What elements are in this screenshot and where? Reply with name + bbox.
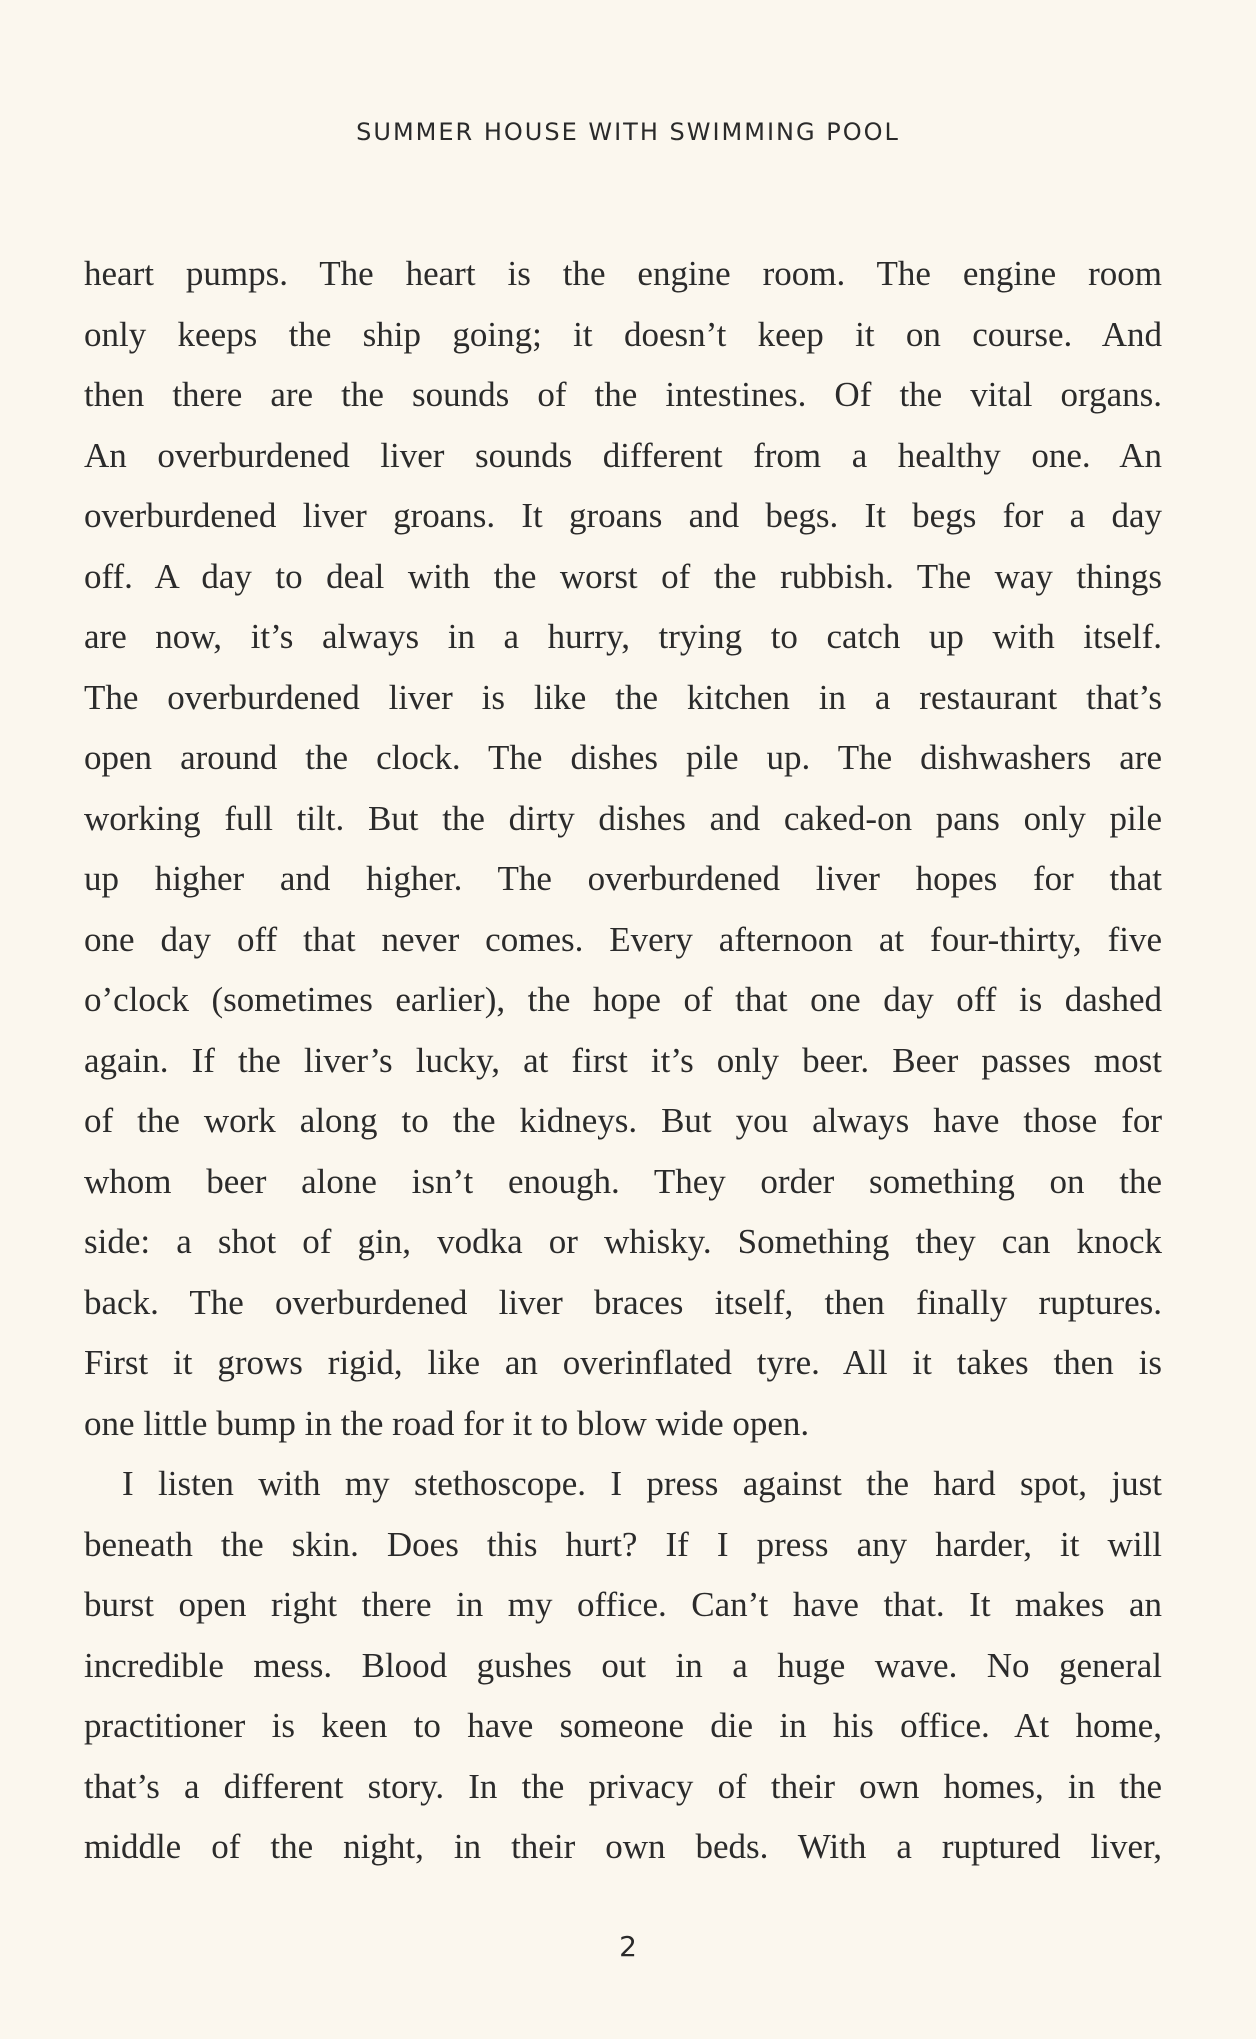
text-line: heart pumps. The heart is the engine room. The engine room xyxy=(84,254,1162,293)
text-line: are now, it’s always in a hurry, trying to catch up with itself. xyxy=(84,617,1162,656)
running-head: SUMMER HOUSE WITH SWIMMING POOL xyxy=(356,118,900,146)
text-line: again. If the liver’s lucky, at first it’s only beer. Beer passes most xyxy=(84,1040,1162,1080)
body-text xyxy=(84,244,1162,1878)
text-line: I listen with my stethoscope. I press against the hard spot, just xyxy=(122,1464,1162,1503)
text-line: up higher and higher. The overburdened liver hopes for that xyxy=(84,859,1162,898)
text-line: o’clock (sometimes earlier), the hope of that one day off is dashed xyxy=(84,980,1162,1019)
text-line: side: a shot of gin, vodka or whisky. Something they can knock xyxy=(84,1222,1162,1261)
text-line: overburdened liver groans. It groans and begs. It begs for a day xyxy=(84,496,1162,535)
text-line: whom beer alone isn’t enough. They order something on the xyxy=(84,1161,1162,1201)
text-line: practitioner is keen to have someone die in his office. At home, xyxy=(84,1706,1162,1745)
text-line: back. The overburdened liver braces itself, then finally ruptures. xyxy=(84,1282,1162,1322)
text-line: The overburdened liver is like the kitchen in a restaurant that’s xyxy=(84,677,1162,717)
text-line: then there are the sounds of the intestines. Of the vital organs. xyxy=(84,375,1162,414)
text-line: incredible mess. Blood gushes out in a huge wave. No general xyxy=(84,1645,1162,1685)
text-line: burst open right there in my office. Can’t have that. It makes an xyxy=(84,1585,1162,1624)
page-number: 2 xyxy=(619,1930,637,1963)
text-line: that’s a different story. In the privacy of their own homes, in the xyxy=(84,1766,1162,1806)
paragraph-2 xyxy=(84,1454,1162,1878)
text-line: First it grows rigid, like an overinflated tyre. All it takes then is xyxy=(84,1343,1162,1382)
paragraph-1 xyxy=(84,244,1162,1454)
text-line: working full tilt. But the dirty dishes and caked-on pans only pile xyxy=(84,798,1162,838)
text-line: open around the clock. The dishes pile up. The dishwashers are xyxy=(84,738,1162,777)
text-line: middle of the night, in their own beds. With a ruptured liver, xyxy=(84,1827,1162,1866)
text-line: An overburdened liver sounds different from a healthy one. An xyxy=(84,435,1162,475)
text-line: off. A day to deal with the worst of the rubbish. The way things xyxy=(84,556,1162,596)
text-line: one day off that never comes. Every afternoon at four-thirty, five xyxy=(84,919,1162,959)
text-line: only keeps the ship going; it doesn’t keep it on course. And xyxy=(84,314,1162,354)
text-line: beneath the skin. Does this hurt? If I press any harder, it will xyxy=(84,1524,1162,1564)
text-line: one little bump in the road for it to blow wide open. xyxy=(84,1403,810,1443)
text-line: of the work along to the kidneys. But you always have those for xyxy=(84,1101,1162,1140)
